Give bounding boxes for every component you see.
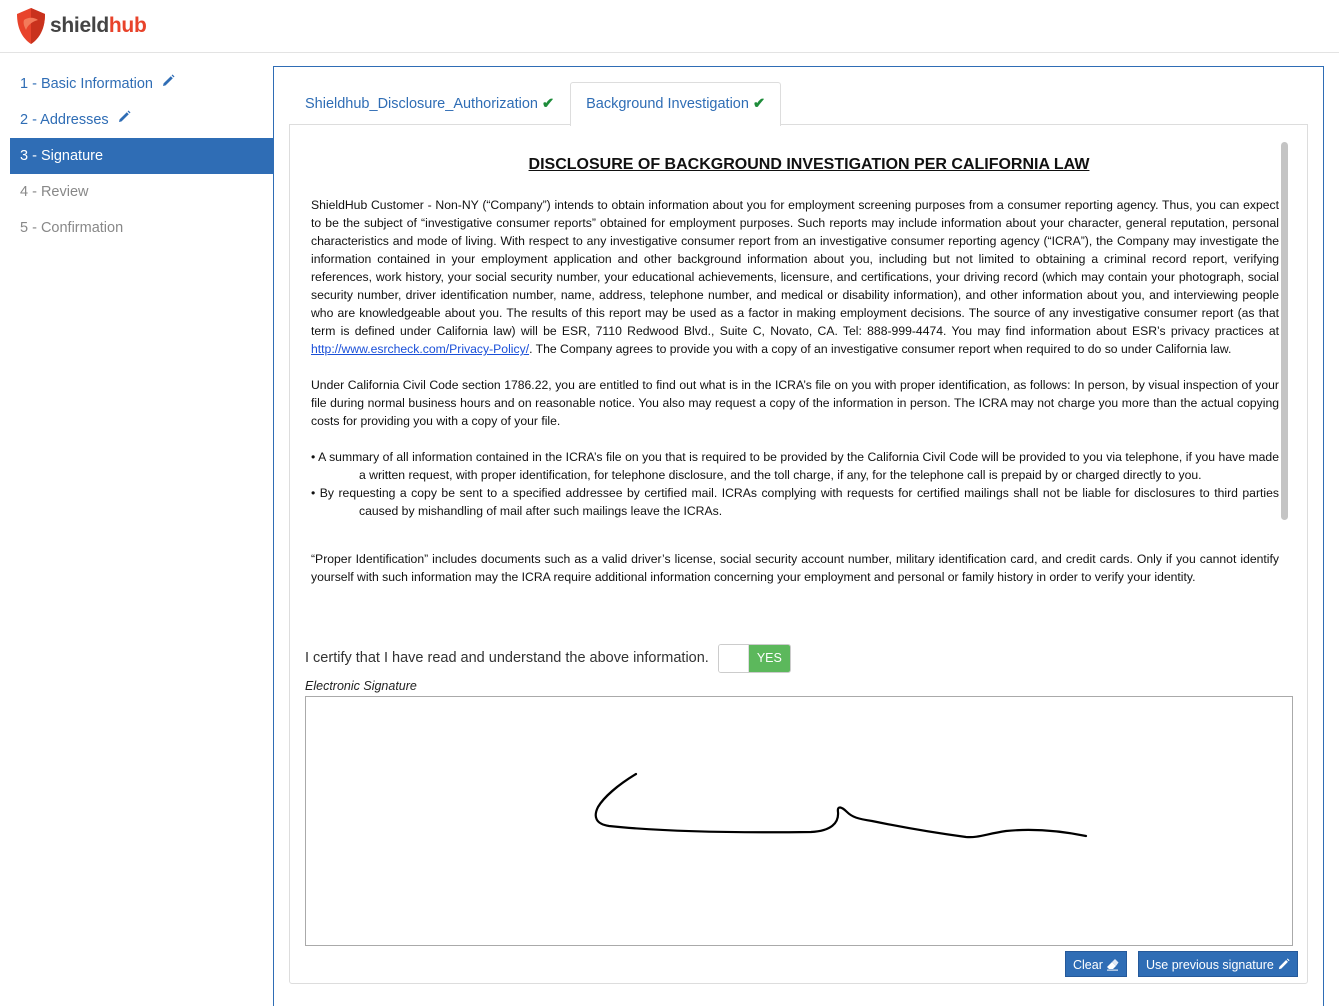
disclosure-scroll-area[interactable]: [311, 142, 1279, 639]
tab-content: [289, 124, 1308, 984]
disclosure-paragraph-3: “Proper Identification” includes documents such as a valid driver’s license, social security account number, military identification card, and credit cards. Only if you cannot identify yourself with such information may the ICRA require additional information concerning your employment and personal or family history in order to verify your identity.: [311, 552, 1279, 584]
step-label: 1 - Basic Information: [20, 76, 153, 92]
disclosure-bullet-2: • By requesting a copy be sent to a specified addressee by certified mail. ICRAs complying with requests for certified mailings shall not be liable for disclosures to third parties caused by mishandling of mail after such mailings leave the ICRAs.: [311, 486, 1279, 518]
shield-logo-icon: [14, 6, 48, 46]
use-previous-label: Use previous signature: [1146, 958, 1274, 972]
tab-label: Background Investigation: [586, 96, 749, 112]
checkmark-icon: ✔: [541, 96, 555, 112]
clear-label: Clear: [1073, 958, 1103, 972]
privacy-policy-link[interactable]: http://www.esrcheck.com/Privacy-Policy/: [311, 342, 530, 356]
clear-button[interactable]: [1065, 951, 1127, 977]
certify-toggle[interactable]: [718, 644, 791, 673]
signature-label: Electronic Signature: [305, 679, 417, 693]
step-review[interactable]: [10, 174, 274, 210]
brand-name: shieldhub: [50, 14, 147, 37]
tab-background-investigation[interactable]: [570, 82, 781, 126]
disclosure-scrollbar[interactable]: [1281, 142, 1289, 639]
disclosure-title: DISCLOSURE OF BACKGROUND INVESTIGATION PER CALIFORNIA LAW: [528, 156, 1090, 173]
disclosure-paragraph-1: ShieldHub Customer - Non-NY (“Company”) intends to obtain information about you for employment screening purposes from a consumer reporting agency. Thus, you can expect to be the subject of “investigative consumer reports” obtained for employment purposes. Such reports may include information about your character, general reputation, personal characteristics and mode of living. With respect to any investigative consumer report from an investigative consumer reporting agency (“ICRA”), the Company may investigate the information contained in your employment application and other background information about you, including but not limited to obtaining a criminal record report, verifying references, work history, your social security number, your educational achievements, licensure, and certifications, your driving record (which may contain your photograph, social security number, driver identification number, name, address, telephone number, and medical or disability information), and other information about you, and interviewing people who are knowledgeable about you. The results of this report may be used as a factor in making employment decisions. The source of any investigative consumer report (as that term is defined under California law) will be ESR, 7110 Redwood Blvd., Suite C, Novato, CA. Tel: 888-999-4474. You may find information about ESR’s privacy practices at http://www.esrcheck.com/Privacy-Policy/. The Company agrees to provide you with a copy of an investigative consumer report when required to do so under California law.: [311, 198, 1279, 356]
step-basic-information[interactable]: [10, 66, 274, 102]
step-signature[interactable]: [10, 138, 274, 174]
signature-pad[interactable]: [305, 696, 1293, 946]
signature-stroke: [306, 697, 1292, 945]
certify-row: [305, 643, 791, 673]
toggle-knob: [719, 645, 749, 672]
step-sidebar: [10, 66, 286, 246]
step-label: 3 - Signature: [20, 148, 104, 164]
main-panel: [273, 66, 1324, 1006]
checkmark-icon: ✔: [752, 96, 766, 112]
disclosure-bullet-1: • A summary of all information contained in the ICRA’s file on you that is required to be provided by the California Civil Code will be provided to you via telephone, if you have made a written request, with proper identification, for telephone disclosure, and the toll charge, if any, for the telephone call is prepaid by or charged directly to you.: [311, 450, 1279, 482]
eraser-icon: [1106, 958, 1119, 971]
step-confirmation[interactable]: [10, 210, 274, 246]
pencil-icon: [117, 102, 131, 138]
pencil-icon: [161, 66, 175, 102]
certify-text: I certify that I have read and understand the above information.: [305, 650, 709, 666]
step-label: 5 - Confirmation: [20, 220, 124, 236]
tab-label: Shieldhub_Disclosure_Authorization: [305, 96, 538, 112]
step-label: 4 - Review: [20, 184, 89, 200]
document-tabs: [289, 82, 781, 125]
shieldhub-logo[interactable]: [14, 6, 146, 46]
disclosure-bullets: [311, 448, 1279, 520]
use-previous-signature-button[interactable]: [1138, 951, 1298, 977]
top-bar: [0, 0, 1339, 53]
tab-disclosure-authorization[interactable]: [289, 82, 570, 125]
step-addresses[interactable]: [10, 102, 274, 138]
disclosure-paragraph-2: Under California Civil Code section 1786.22, you are entitled to find out what is in the ICRA’s file on you with proper identification, as follows: In person, by visual inspection of your file during normal business hours and on reasonable notice. You also may request a copy of the information in person. The ICRA may not charge you more than the actual copying costs for providing you with a copy of your file.: [311, 378, 1279, 428]
toggle-yes-label: YES: [749, 645, 790, 672]
scrollbar-thumb[interactable]: [1281, 142, 1288, 520]
pencil-icon: [1277, 958, 1290, 971]
step-label: 2 - Addresses: [20, 112, 109, 128]
